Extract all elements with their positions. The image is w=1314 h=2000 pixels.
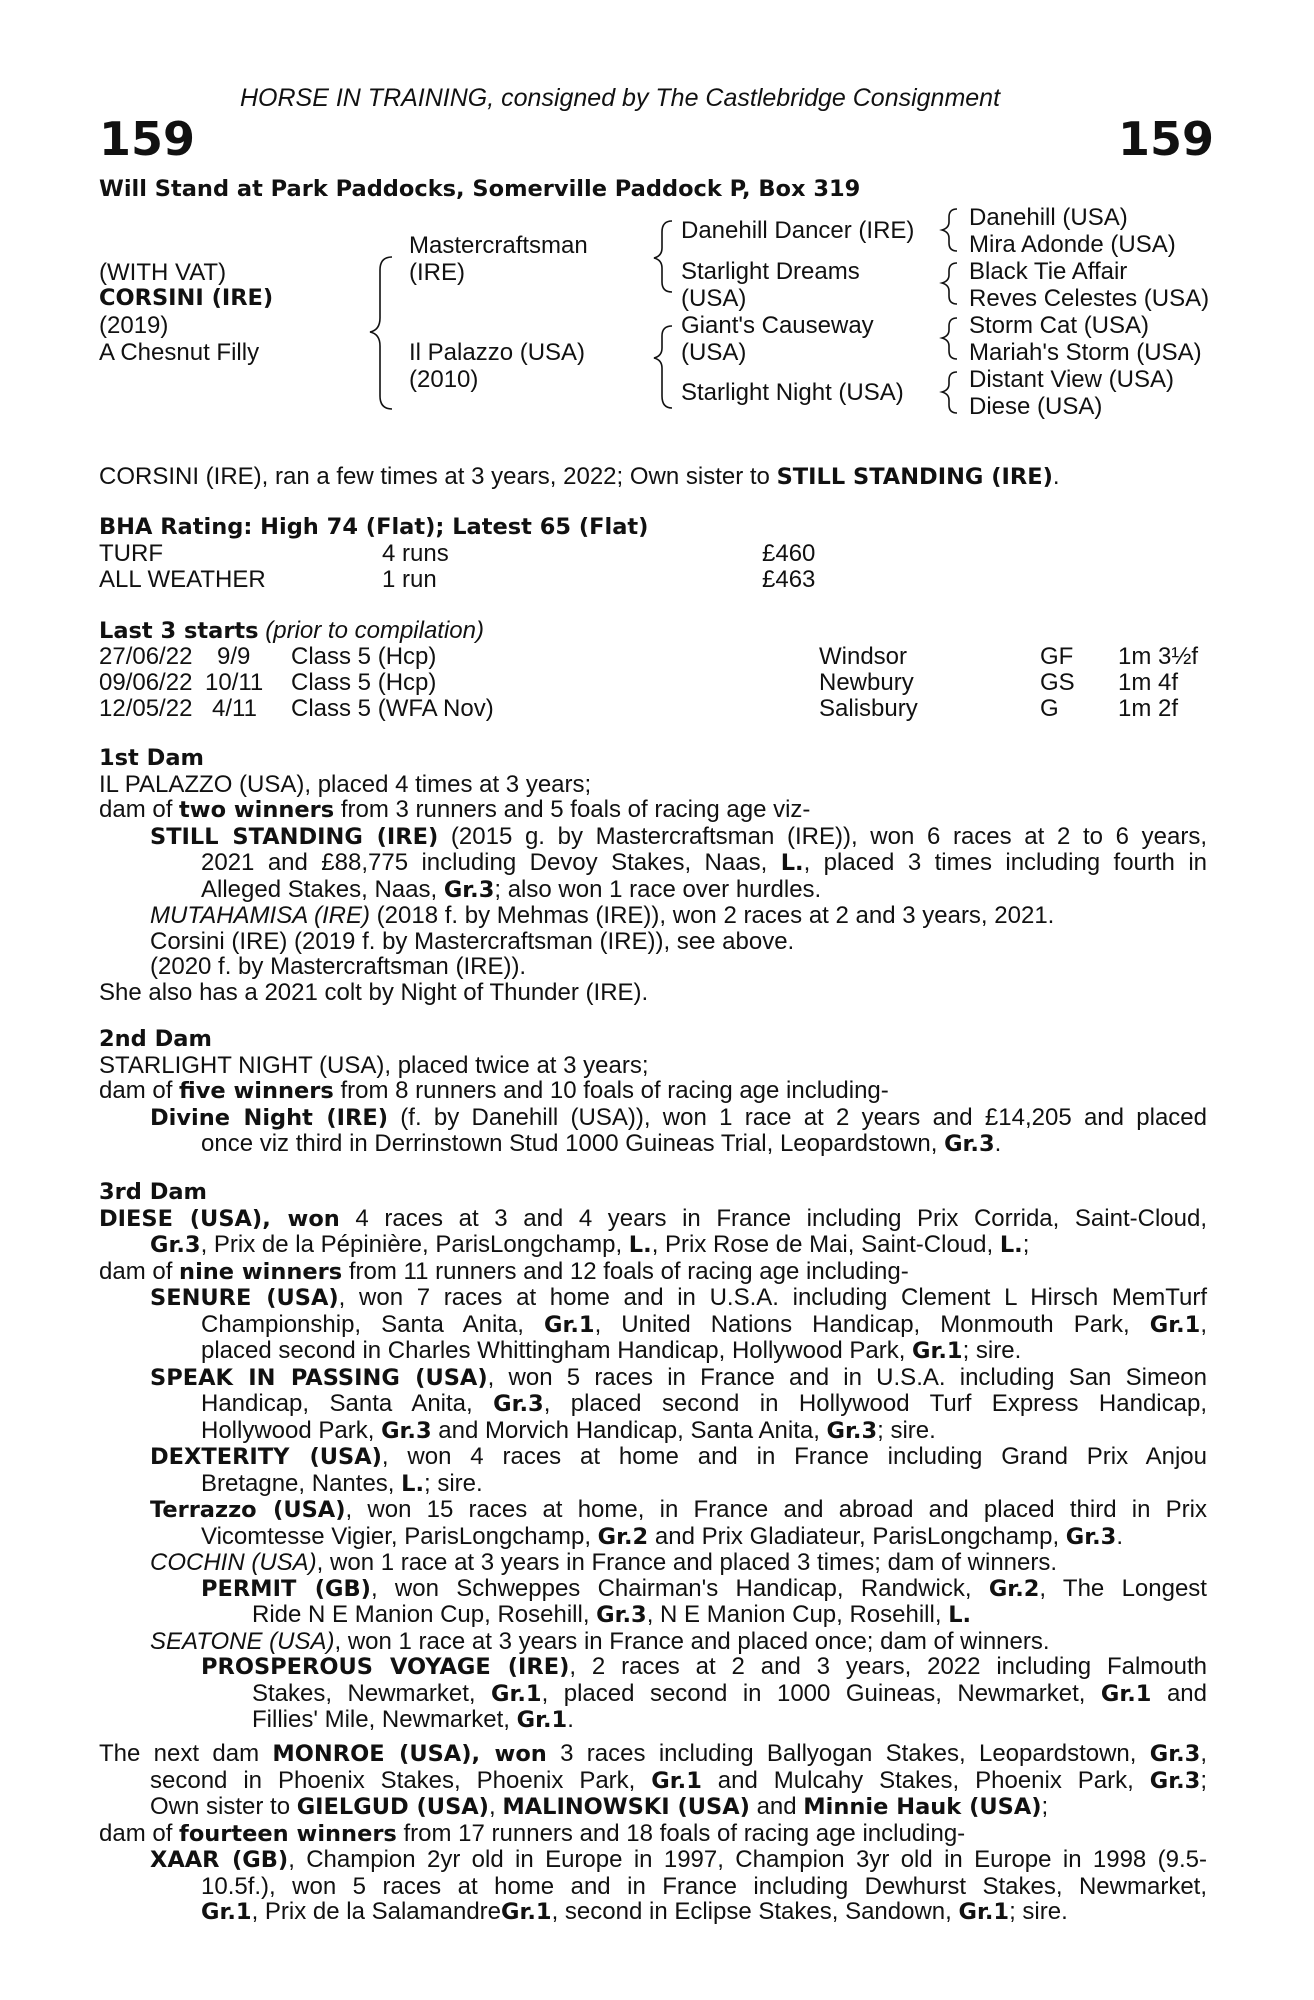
text: and Prix Gladiateur, ParisLongchamp, [648,1522,1066,1550]
text: , [488,1793,503,1820]
text: Fillies' Mile, Newmarket, [252,1706,517,1733]
progeny-line [150,1471,1207,1498]
dam-name: MONROE (USA), won [272,1741,547,1767]
next-dam-line [99,1768,1207,1795]
progeny-name: COCHIN (USA) [150,1549,317,1576]
horse-description: A Chesnut Filly [99,339,260,366]
next-dam-line [99,1741,1207,1768]
grade: Gr.3 [1149,1741,1201,1767]
dam-name: DIESE (USA), won [99,1205,340,1232]
text: 3 races including Ballyogan Stakes, Leopardstown, [546,1740,1150,1767]
summary-text: CORSINI (IRE), ran a few times at 3 years, 2022; Own sister to [99,463,777,490]
first-dam-line: IL PALAZZO (USA), placed 4 times at 3 years; [99,770,592,798]
text: Stakes, Newmarket, [252,1679,492,1707]
start-distance: 1m 4f [1118,669,1179,696]
grade: Gr.3 [443,876,495,903]
grade: Gr.1 [491,1680,542,1707]
text: and [1151,1679,1207,1707]
text: , 2 races at 2 and 3 years, 2022 including Falmouth [569,1653,1207,1680]
cochin-progeny [150,1576,1207,1629]
text: (2015 g. by Mastercraftsman (IRE)), won 6 races at 2 to 6 years, [438,822,1207,850]
sire-dam-name: Starlight Dreams [681,258,860,285]
text: . [994,1130,1002,1157]
first-dam-progeny [99,824,1207,980]
progeny-2020: (2020 f. by Mastercraftsman (IRE)). [150,953,527,980]
start-course: Newbury [819,669,914,696]
text: dam of [99,796,180,823]
second-dam-section [99,1027,1207,1158]
text: from 11 runners and 12 foals of racing age including- [342,1257,909,1285]
text: , won 15 races at home, in France and abroad and placed third in Prix [345,1496,1208,1523]
grade: Gr.1 [201,1899,252,1925]
progeny-name: SEATONE (USA) [150,1627,335,1655]
progeny-divine-night [150,1105,1207,1132]
summary-end: . [1052,463,1060,490]
consignment-line: HORSE IN TRAINING, consigned by The Castlebridge Consignment [240,84,1001,112]
second-dam-progeny [99,1105,1207,1158]
grade: L. [948,1602,972,1628]
text: dam of [99,1819,180,1847]
start-position: 10/11 [205,669,264,696]
text: dam of [99,1257,180,1285]
progeny-line [150,1312,1207,1339]
progeny-name: STILL STANDING (IRE) [150,823,439,850]
grade: Gr.2 [988,1575,1040,1602]
sire-sire: Danehill Dancer (IRE) [681,217,915,244]
seatone-progeny [150,1654,1207,1734]
progeny-xaar [150,1847,1207,1874]
progeny-name: DEXTERITY (USA) [150,1444,382,1470]
text: (2018 f. by Mehmas (IRE)), won 2 races at 2 and 3 years, 2021. [370,902,1055,929]
bha-rating-heading: BHA Rating: High 74 (Flat); Latest 65 (Flat) [99,514,649,540]
start-row [99,696,1207,722]
progeny-line [150,1131,1207,1158]
text: Alleged Stakes, Naas, [201,875,444,903]
text: , won 7 races at home and in U.S.A. including Clement L Hirsch MemTurf [338,1284,1207,1311]
second-dam-line: STARLIGHT NIGHT (USA), placed twice at 3 years; [99,1051,649,1079]
dam-dam: Starlight Night (USA) [681,379,904,406]
start-class: Class 5 (Hcp) [291,669,437,696]
grade: L. [780,850,804,876]
stand-location: Will Stand at Park Paddocks, Somerville Paddock P, Box 319 [99,176,861,202]
text: , Champion 2yr old in Europe in 1997, Champion 3yr old in Europe in 1998 (9.5- [288,1846,1207,1873]
sibling-name: MALINOWSKI (USA) [502,1794,750,1820]
text: ; [1022,1231,1030,1258]
summary-sister: STILL STANDING (IRE) [776,464,1053,490]
winners-count: two winners [179,797,335,823]
grade: L. [628,1232,652,1258]
third-dam-section [99,1180,1207,1734]
text: ; sire. [424,1469,483,1497]
text: , Prix de la Salamandre [251,1898,502,1925]
sibling-name: Minnie Hauk (USA) [803,1794,1042,1820]
text: placed second in Charles Whittingham Handicap, Hollywood Park, [201,1337,913,1364]
gen3-2: Mira Adonde (USA) [969,231,1176,258]
text: The next dam [99,1740,273,1767]
start-class: Class 5 (WFA Nov) [291,695,494,722]
third-dam-heading: 3rd Dam [99,1179,207,1205]
dam-sire-name: Giant's Causeway [681,312,874,339]
text: second in Phoenix Stakes, Phoenix Park, [150,1766,652,1794]
text: , United Nations Handicap, Monmouth Park, [594,1310,1150,1338]
progeny-permit [201,1576,1207,1603]
text: dam of [99,1077,180,1104]
first-dam-section [99,746,1207,1005]
rating-earnings: £463 [762,566,816,593]
start-date: 27/06/22 [99,643,193,670]
text: Vicomtesse Vigier, ParisLongchamp, [201,1522,598,1550]
winners-count: nine winners [179,1258,343,1285]
second-dam-produce [99,1078,1207,1105]
progeny-dexterity [150,1444,1207,1471]
grade: Gr.3 [1149,1767,1201,1794]
text: ; [1041,1793,1049,1820]
text: , Prix Rose de Mai, Saint-Cloud, [651,1231,1000,1258]
progeny-line [150,1418,1207,1445]
text: and Mulcahy Stakes, Phoenix Park, [701,1766,1150,1794]
gen3-4: Reves Celestes (USA) [969,285,1210,312]
start-row [99,670,1207,696]
text: , N E Manion Cup, Rosehill, [646,1601,949,1628]
winners-count: fourteen winners [179,1820,397,1847]
text: ; also won 1 race over hurdles. [494,875,822,903]
text: once viz third in Derrinstown Stud 1000 Guineas Trial, Leopardstown, [201,1130,945,1157]
progeny-still-standing [150,824,1207,851]
winners-count: five winners [179,1078,334,1104]
grade: Gr.3 [381,1417,432,1444]
progeny-line [201,1707,1207,1734]
rating-surface: TURF [99,540,163,567]
dam-sire-origin: (USA) [681,339,747,366]
progeny-line: 10.5f.), won 5 races at home and in France including Dewhurst Stakes, Newmarket, [201,1872,1207,1900]
next-dam-produce [99,1821,1207,1848]
third-dam-produce [99,1259,1207,1286]
lot-number-right: 159 [1118,112,1215,166]
next-dam-section [99,1741,1207,1926]
start-position: 4/11 [212,695,257,722]
progeny-mutahamisa [150,903,1207,929]
start-position: 9/9 [217,643,251,670]
text: and [749,1793,804,1820]
grade: Gr.1 [516,1707,568,1733]
starts-heading [99,618,484,645]
progeny-line [150,1524,1207,1551]
rating-runs: 1 run [382,566,437,593]
third-dam-line [99,1232,1207,1259]
start-row [99,644,1207,670]
gen3-8: Diese (USA) [969,393,1103,420]
sire-dam-origin: (USA) [681,285,747,312]
start-going: G [1040,695,1059,722]
rating-row-turf [99,541,1207,567]
progeny-speak-in-passing [150,1365,1207,1392]
next-dam-siblings [99,1794,1207,1821]
text: and Morvich Handicap, Santa Anita, [431,1416,827,1444]
progeny-name: Terrazzo (USA) [150,1497,346,1523]
starts-note: (prior to compilation) [265,617,484,644]
text: , Prix de la Pépinière, ParisLongchamp, [200,1231,629,1258]
text: . [567,1706,574,1733]
grade: Gr.1 [501,1899,552,1925]
start-course: Windsor [819,643,908,670]
first-dam-heading: 1st Dam [99,745,204,771]
vat-note: (WITH VAT) [99,259,227,286]
start-date: 09/06/22 [99,669,193,696]
start-distance: 1m 2f [1118,695,1179,722]
grade: Gr.1 [912,1338,963,1364]
second-dam-heading: 2nd Dam [99,1026,212,1052]
grade: L. [999,1232,1023,1258]
text: , placed 3 times including fourth in [803,849,1208,876]
horse-year: (2019) [99,312,169,339]
start-going: GF [1040,643,1074,670]
grade: Gr.1 [958,1899,1010,1925]
text: , placed second in Hollywood Turf Express Handicap, [543,1390,1208,1417]
gen3-5: Storm Cat (USA) [969,312,1150,339]
grade: Gr.1 [651,1767,702,1794]
grade: Gr.1 [1149,1311,1201,1338]
lot-number-left: 159 [99,112,196,166]
progeny-name: PERMIT (GB) [201,1575,371,1602]
progeny-name: PROSPEROUS VOYAGE (IRE) [201,1654,570,1680]
next-dam-progeny [99,1847,1207,1926]
grade: Gr.2 [597,1523,649,1550]
progeny-line [201,1681,1207,1708]
progeny-name: XAAR (GB) [150,1847,289,1873]
third-dam-progeny [99,1285,1207,1734]
start-distance: 1m 3½f [1118,643,1199,670]
first-dam-produce [99,797,1207,824]
text: ; [1200,1766,1208,1794]
text: Hollywood Park, [201,1416,382,1444]
text: , won 1 race at 3 years in France and placed once; dam of winners. [334,1627,1050,1655]
text: , won Schweppes Chairman's Handicap, Randwick, [370,1574,989,1602]
text: 2021 and £88,775 including Devoy Stakes, Naas, [201,849,781,876]
progeny-name: SPEAK IN PASSING (USA) [150,1364,488,1391]
text: , won 5 races in France and in U.S.A. including San Simeon [487,1363,1207,1391]
text: , The Longest [1039,1574,1207,1602]
start-going: GS [1040,669,1075,696]
text: Handicap, Santa Anita, [201,1390,494,1417]
gen3-6: Mariah's Storm (USA) [969,339,1202,366]
grade: Gr.1 [544,1311,595,1338]
progeny-prosperous-voyage [201,1654,1207,1681]
grade: Gr.3 [1065,1523,1117,1550]
grade: Gr.3 [826,1417,878,1444]
text: , [1200,1310,1208,1338]
text: ; sire. [877,1416,936,1444]
text: , second in Eclipse Stakes, Sandown, [551,1898,959,1925]
progeny-seatone [150,1629,1207,1655]
rating-runs: 4 runs [382,540,449,567]
horse-name: CORSINI (IRE) [99,285,274,311]
progeny-name: Divine Night (IRE) [150,1104,388,1131]
sire-origin: (IRE) [409,259,465,286]
gen3-1: Danehill (USA) [969,204,1128,231]
progeny-cochin [150,1550,1207,1576]
text: ; sire. [1009,1898,1068,1925]
progeny-terrazzo [150,1497,1207,1524]
progeny-line [150,1391,1207,1418]
dam-name: Il Palazzo (USA) [409,339,586,366]
dam-year: (2010) [409,366,479,393]
starts-title: Last 3 starts [99,618,259,644]
grade: Gr.3 [493,1391,544,1417]
progeny-line [150,877,1207,904]
text: from 17 runners and 18 foals of racing age including- [396,1819,966,1847]
text: Bretagne, Nantes, [201,1469,402,1497]
text: , won 4 races at home and in France including Grand Prix Anjou [381,1443,1207,1470]
text: Own sister to [150,1793,297,1820]
third-dam-line [99,1206,1207,1233]
rating-earnings: £460 [762,540,816,567]
sire-name: Mastercraftsman [409,232,588,259]
text: , [1200,1740,1207,1767]
start-course: Salisbury [819,695,918,722]
sibling-name: GIELGUD (USA) [296,1794,489,1820]
gen3-3: Black Tie Affair [969,258,1128,285]
grade: Gr.3 [944,1131,995,1157]
rating-surface: ALL WEATHER [99,566,266,593]
progeny-name: SENURE (USA) [150,1285,339,1311]
progeny-line [201,1602,1207,1629]
text: (f. by Danehill (USA)), won 1 race at 2 years and £14,205 and placed [388,1103,1207,1131]
text: from 8 runners and 10 foals of racing age including- [333,1077,889,1104]
text: Championship, Santa Anita, [201,1310,545,1338]
grade: L. [401,1470,425,1497]
progeny-senure [150,1285,1207,1312]
text: , placed second in 1000 Guineas, Newmarket, [541,1679,1101,1707]
grade: Gr.1 [1100,1680,1152,1707]
progeny-line [150,1338,1207,1365]
start-date: 12/05/22 [99,695,193,722]
progeny-name: MUTAHAMISA (IRE) [150,902,370,929]
start-class: Class 5 (Hcp) [291,643,437,670]
first-dam-note: She also has a 2021 colt by Night of Thunder (IRE). [99,978,649,1006]
text: 4 races at 3 and 4 years in France including Prix Corrida, Saint-Cloud, [339,1204,1207,1232]
text: . [1116,1522,1124,1550]
text: Ride N E Manion Cup, Rosehill, [252,1601,597,1628]
grade: Gr.3 [150,1232,201,1258]
grade: Gr.3 [596,1602,647,1628]
rating-row-aw [99,567,1207,593]
text: from 3 runners and 5 foals of racing age viz- [334,796,811,823]
progeny-line [150,850,1207,877]
progeny-corsini: Corsini (IRE) (2019 f. by Mastercraftsman (IRE)), see above. [150,927,795,955]
text: , won 1 race at 3 years in France and placed 3 times; dam of winners. [316,1549,1058,1576]
text: ; sire. [962,1337,1022,1364]
progeny-line [150,1899,1207,1926]
race-summary [99,464,1060,491]
gen3-7: Distant View (USA) [969,366,1174,393]
